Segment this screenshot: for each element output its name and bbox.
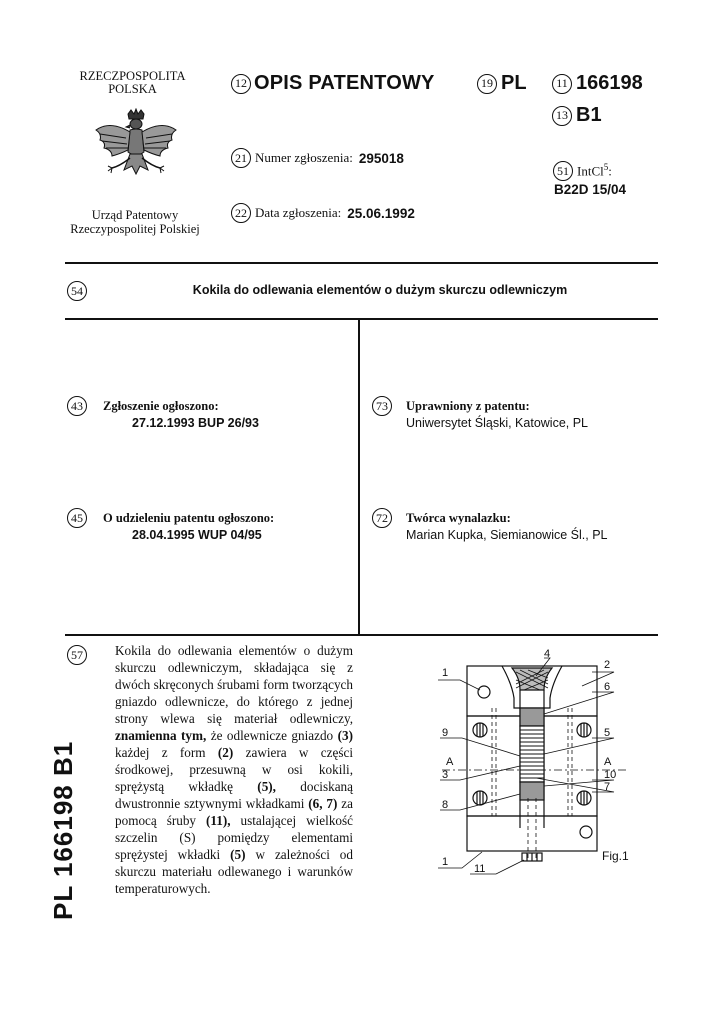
patent-office	[55, 208, 215, 236]
patent-number	[552, 72, 643, 95]
abstract-part-6: za pomocą śruby	[115, 796, 353, 828]
figure-label-a-left: A	[446, 756, 454, 768]
doc-type-label: OPIS PATENTOWY	[254, 72, 435, 94]
screw-hole-bottom-right	[580, 826, 592, 838]
ipc-label-text: IntCl	[577, 163, 604, 179]
grant-label: O udzieleniu patentu ogłoszono:	[103, 511, 275, 525]
kind-code-value: B1	[576, 104, 602, 126]
inventor-number	[372, 508, 392, 528]
owner-label: Uprawniony z patentu:	[406, 399, 530, 413]
pub-number	[67, 396, 87, 416]
abstract-number	[67, 645, 87, 665]
field-number-45: 45	[67, 508, 87, 528]
field-number-12: 12	[231, 74, 251, 94]
figure-label-6: 6	[604, 681, 611, 693]
figure-label-a-right: A	[604, 756, 612, 768]
figure-caption: Fig.1	[602, 849, 629, 863]
column-divider	[358, 318, 360, 636]
abstract-part-2: że odlewnicze gniazdo	[206, 728, 338, 743]
field-number-57: 57	[67, 645, 87, 665]
field-number-22: 22	[231, 203, 251, 223]
abstract-bold-3: (2)	[217, 745, 234, 760]
application-number-value: 295018	[358, 150, 404, 166]
country-code-label: PL	[501, 72, 527, 94]
field-number-54: 54	[67, 281, 87, 301]
title-divider	[65, 318, 658, 320]
inventor-value: Marian Kupka, Siemianowice Śl., PL	[406, 528, 608, 542]
ipc-superscript: 5	[603, 162, 609, 173]
rigid-insert-top	[520, 708, 544, 726]
publication-value: 27.12.1993 BUP 26/93	[132, 416, 259, 430]
abstract-bold-2: (3)	[337, 728, 353, 743]
country-line2: POLSKA	[108, 82, 157, 96]
patent-number-value: 166198	[576, 72, 643, 94]
field-number-73: 73	[372, 396, 392, 416]
figure-label-10: 10	[604, 769, 617, 781]
field-number-51: 51	[553, 161, 573, 181]
field-number-72: 72	[372, 508, 392, 528]
screw-hole-top-left	[478, 686, 490, 698]
abstract-bold-7: (5)	[230, 847, 246, 862]
abstract-part-3: każdej z form	[115, 745, 218, 760]
figure-label-4: 4	[544, 648, 551, 660]
owner-value: Uniwersytet Śląski, Katowice, PL	[406, 416, 589, 430]
title-number	[67, 281, 87, 301]
eagle-emblem-icon	[90, 108, 182, 194]
application-date	[231, 203, 415, 223]
field-number-13: 13	[552, 106, 572, 126]
field-number-21: 21	[231, 148, 251, 168]
application-number-label: Numer zgłoszenia:	[255, 150, 353, 165]
figure-label-5: 5	[604, 727, 611, 739]
inventor-label: Twórca wynalazku:	[406, 511, 511, 525]
grant-value: 28.04.1995 WUP 04/95	[132, 528, 262, 542]
kind-code	[552, 104, 602, 127]
ipc-colon: :	[608, 163, 612, 179]
ipc-label	[577, 162, 612, 179]
field-number-11: 11	[552, 74, 572, 94]
application-number	[231, 148, 404, 168]
abstract-part-5: dociskaną dwustronnie sztywnymi wkładkami	[115, 779, 353, 811]
application-date-label: Data zgłoszenia:	[255, 205, 342, 220]
figure-label-1-bottom: 1	[442, 856, 449, 868]
bolt-head-left-upper	[473, 723, 487, 737]
patent-figure	[432, 648, 642, 878]
abstract-bold-4: (5),	[257, 779, 276, 794]
field-number-43: 43	[67, 396, 87, 416]
figure-label-11: 11	[474, 863, 486, 875]
country-line1: RZECZPOSPOLITA	[79, 69, 186, 83]
figure-label-9: 9	[442, 727, 449, 739]
figure-label-7: 7	[604, 781, 611, 793]
sidebar-patent-id: PL 166198 B1	[48, 740, 78, 920]
abstract-divider	[65, 634, 658, 636]
bolt-head-right-lower	[577, 791, 591, 805]
abstract-part-7: ustalającej wielkość szczelin (S) pomiędzy elementami sprężystej wkładki	[115, 813, 353, 862]
figure-label-1-top: 1	[442, 667, 449, 679]
field-number-19: 19	[477, 74, 497, 94]
ipc-value: B22D 15/04	[554, 182, 627, 197]
rigid-insert-bottom	[520, 782, 544, 800]
mold-bottom-block	[467, 816, 597, 851]
figure-label-2: 2	[604, 659, 611, 671]
country-code	[477, 72, 527, 95]
abstract-bold-1: znamienna tym,	[115, 728, 207, 743]
abstract-bold-6: (11),	[205, 813, 231, 828]
abstract-part-4: zawiera w części środkowej, przesuwną w osi kokili, sprężystą wkładkę	[115, 745, 353, 794]
abstract-text	[115, 642, 353, 897]
figure-label-3: 3	[442, 769, 449, 781]
abstract-part-8: w zależności od skurczu materiału odlewanego i warunków temperaturowych.	[115, 847, 353, 896]
owner-number	[372, 396, 392, 416]
ipc-class	[553, 161, 612, 181]
bolt-head-right-upper	[577, 723, 591, 737]
header-divider	[65, 262, 658, 264]
country-name	[60, 70, 205, 96]
abstract-part-1: Kokila do odlewania elementów o dużym skurczu odlewniczym, składająca się z dwóch skręconych śrubami form tworzących gniazdo odlewnicze, do którego z jednej strony wlewa się materiał odlewniczy,	[115, 643, 353, 726]
patent-title: Kokila do odlewania elementów o dużym skurczu odlewniczym	[192, 283, 568, 297]
figure-label-8: 8	[442, 799, 449, 811]
publication-label: Zgłoszenie ogłoszono:	[103, 399, 219, 413]
application-date-value: 25.06.1992	[347, 205, 415, 221]
doc-type	[231, 72, 435, 95]
grant-number	[67, 508, 87, 528]
office-line2: Rzeczypospolitej Polskiej	[70, 222, 200, 236]
office-line1: Urząd Patentowy	[91, 208, 179, 222]
bolt-head-left-lower	[473, 791, 487, 805]
abstract-bold-5: (6, 7)	[308, 796, 338, 811]
